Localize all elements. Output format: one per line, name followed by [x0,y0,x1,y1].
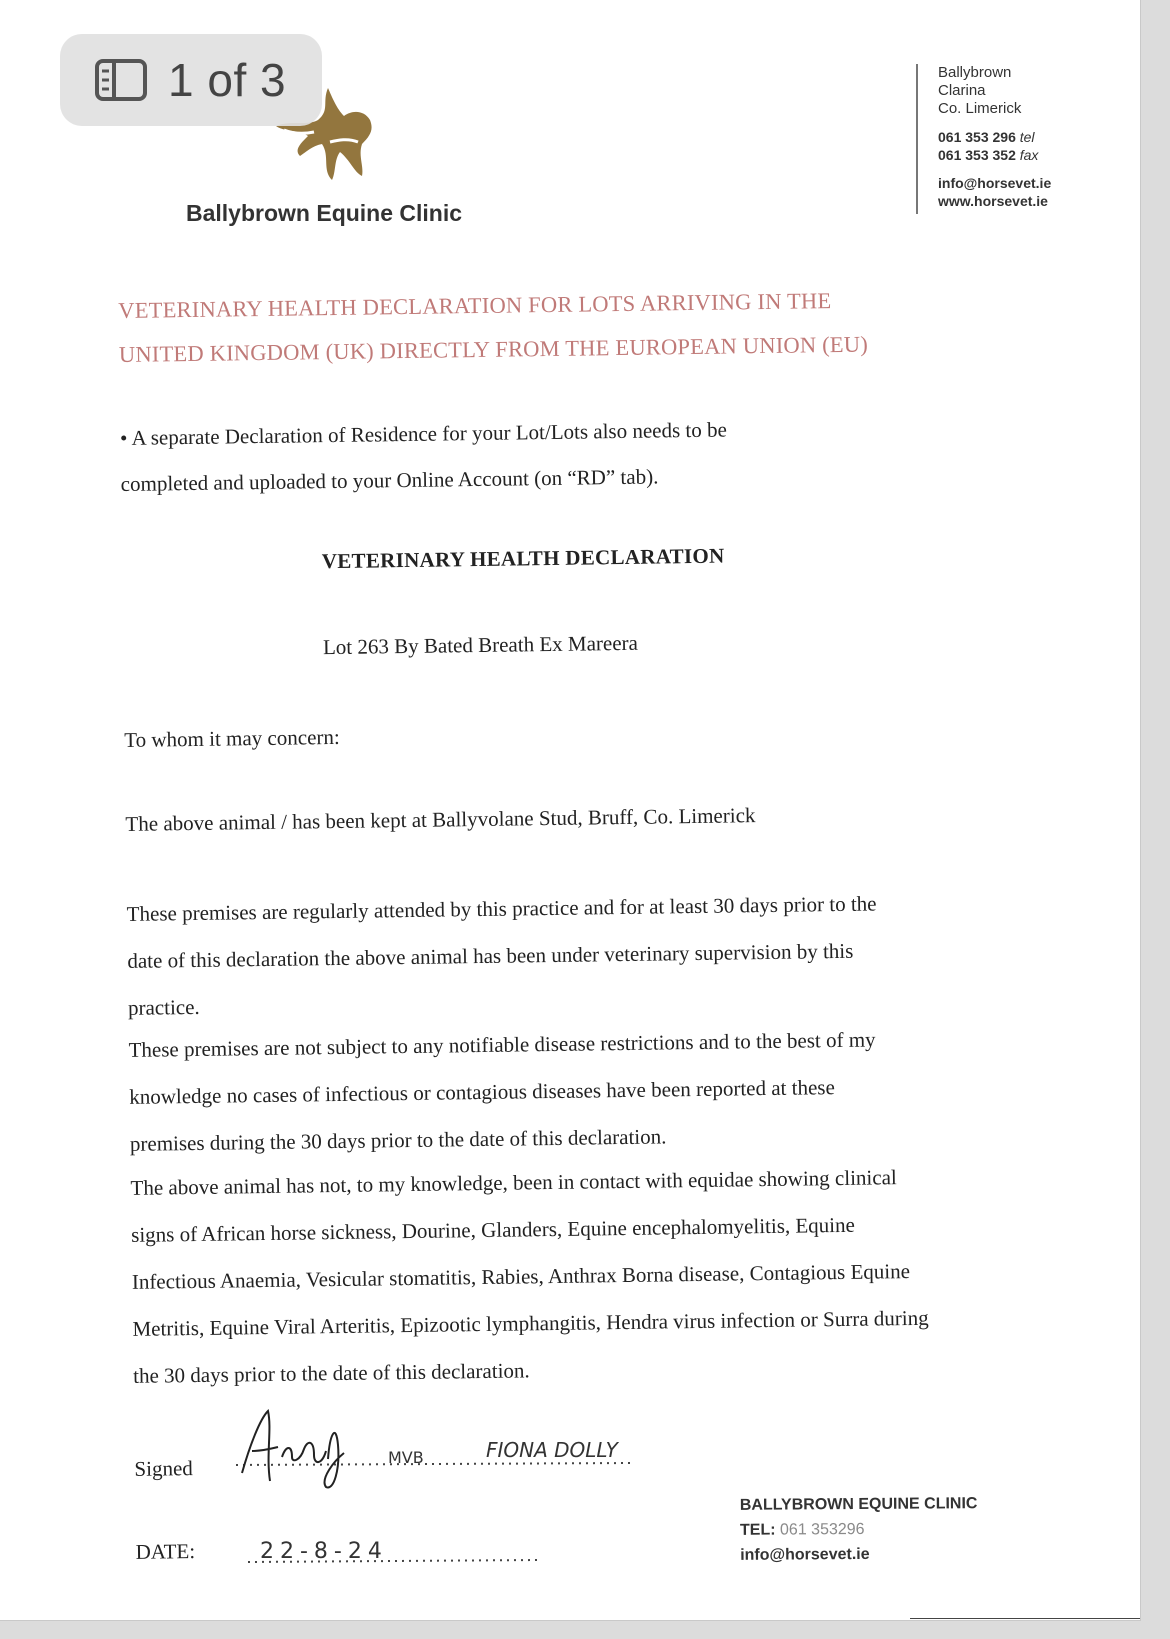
paragraph-line: The above animal has not, to my knowledge, been in contact with equidae showing clinical [130,1165,897,1200]
document-title-line-2: UNITED KINGDOM (UK) DIRECTLY FROM THE EUROPEAN UNION (EU) [118,331,869,367]
paragraph-line: premises during the 30 days prior to the date of this declaration. [129,1124,667,1156]
salutation: To whom it may concern: [124,724,340,752]
tel-number: 061 353 296 [938,129,1016,145]
address-line: Clarina [938,82,986,99]
signature-scribble [242,1411,344,1487]
stamp-tel-label: TEL: [739,1521,776,1539]
kept-at-statement: The above animal / has been kept at Ballyvolane Stud, Bruff, Co. Limerick [125,803,756,836]
paragraph-line: the 30 days prior to the date of this declaration. [132,1358,530,1388]
tel-line [938,128,1051,146]
date-area [248,1530,548,1580]
letterhead-website: www.horsevet.ie [938,193,1048,209]
note-line-1: • A separate Declaration of Residence for your Lot/Lots also needs to be [119,417,728,450]
clinic-stamp [740,1491,978,1568]
page-edge-line [910,1618,1140,1619]
web-block [938,174,1051,210]
paragraph-line: signs of African horse sickness, Dourine, Glanders, Equine encephalomyelitis, Equine [131,1212,856,1247]
signed-label: Signed [134,1456,193,1481]
paragraph-line: practice. [127,994,200,1020]
page-indicator[interactable] [60,34,322,126]
document-title-line-1: VETERINARY HEALTH DECLARATION FOR LOTS ARRIVING IN THE [118,288,832,323]
stamp-tel-line [740,1516,978,1543]
address-block [938,64,1051,118]
paragraph-line: date of this declaration the above animal has been under veterinary supervision by this [127,938,854,973]
paragraph-line: Infectious Anaemia, Vesicular stomatitis, Rabies, Anthrax Borna disease, Contagious Equine [131,1259,911,1294]
signature-area [230,1405,710,1495]
note-line-2: completed and uploaded to your Online Account (on “RD” tab). [120,464,659,496]
address-line: Co. Limerick [938,100,1022,117]
phone-block [938,128,1051,164]
section-heading: VETERINARY HEALTH DECLARATION [321,543,725,574]
sidebar-panel-icon[interactable] [94,58,148,102]
paragraph-line: These premises are not subject to any notifiable disease restrictions and to the best of my [128,1027,876,1062]
clinic-name: Ballybrown Equine Clinic [186,200,463,226]
paragraph-line: knowledge no cases of infectious or contagious diseases have been reported at these [129,1075,835,1109]
paragraph-line: Metritis, Equine Viral Arteritis, Epizootic lymphangitis, Hendra virus infection or Surra during [132,1305,929,1341]
page-indicator-text: 1 of 3 [168,54,287,106]
tel-label: tel [1019,129,1035,145]
paragraph-line: These premises are regularly attended by this practice and for at least 30 days prior to the [126,891,877,926]
fax-number: 061 353 352 [938,147,1016,163]
lot-description: Lot 263 By Bated Breath Ex Mareera [322,630,639,660]
signatory-name: FIONA DOLLY [486,1438,618,1462]
qualification: MVB [388,1448,424,1467]
stamp-tel: 061 353296 [779,1520,865,1539]
date-label: DATE: [135,1539,196,1564]
address-line: Ballybrown [938,64,1012,81]
fax-line [938,146,1051,164]
stamp-name: BALLYBROWN EQUINE CLINIC [739,1495,978,1514]
date-value: 22-8-24 [260,1539,388,1564]
stamp-email: info@horsevet.ie [740,1545,870,1564]
letterhead-email: info@horsevet.ie [938,175,1052,191]
fax-label: fax [1019,147,1039,163]
letterhead-contact [916,64,1051,214]
